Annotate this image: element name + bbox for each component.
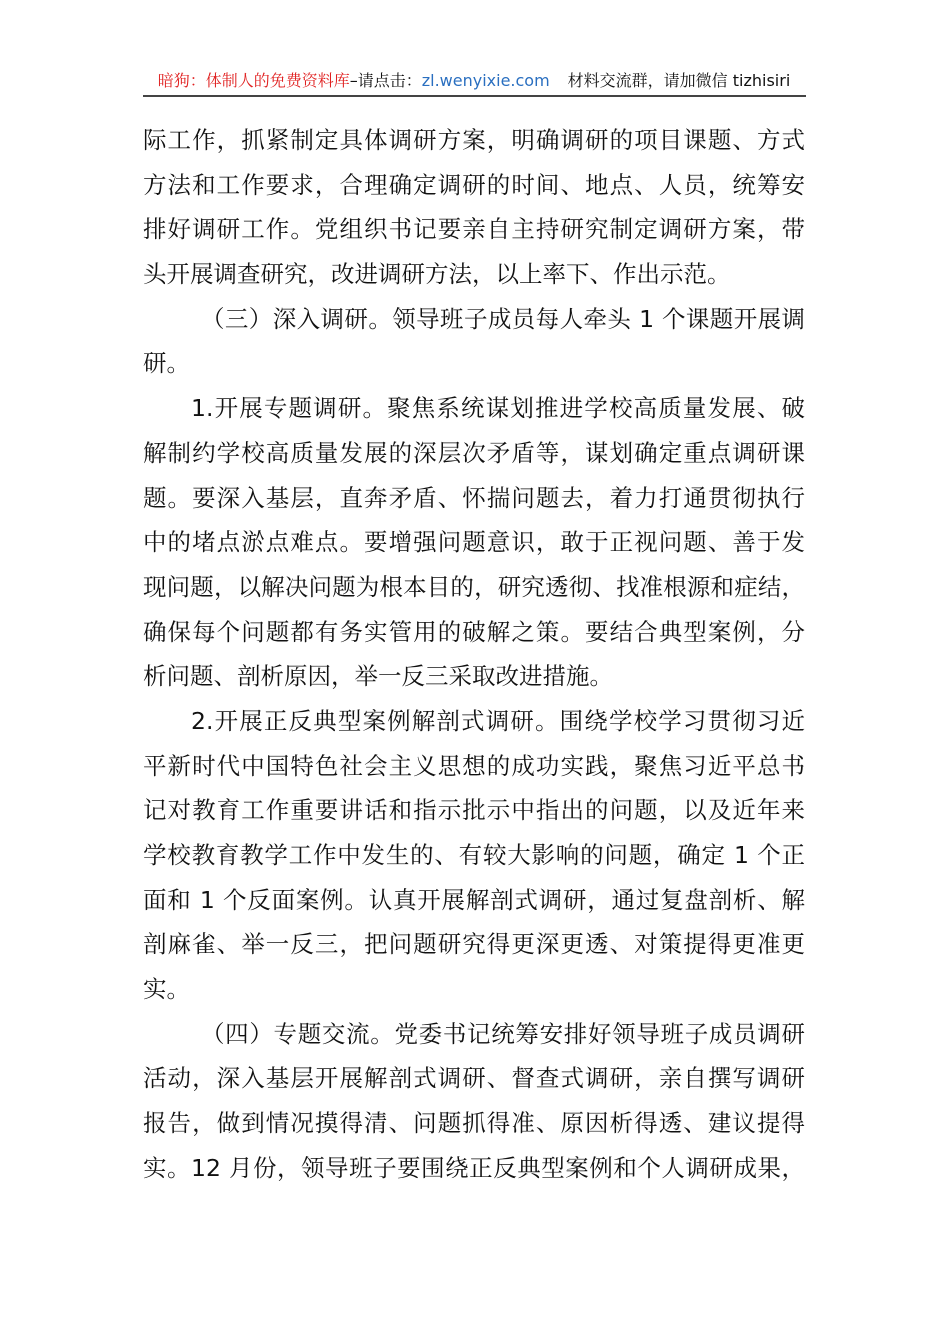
- header-link[interactable]: zl.wenyixie.com: [421, 71, 550, 90]
- text-line: 实。12 月份，领导班子要围绕正反典型案例和个人调研成果，: [143, 1153, 805, 1182]
- text-line: 面和 1 个反面案例。认真开展解剖式调研，通过复盘剖析、解: [143, 885, 805, 914]
- text-line: 活动，深入基层开展解剖式调研、督查式调研，亲自撰写调研: [143, 1064, 805, 1093]
- text-line: 头开展调查研究，改进调研方法，以上率下、作出示范。: [143, 260, 731, 289]
- text-line: 确保每个问题都有务实管用的破解之策。要结合典型案例，分: [143, 617, 805, 646]
- header-divider: [143, 95, 806, 97]
- text-line: 解制约学校高质量发展的深层次矛盾等，谋划确定重点调研课: [143, 438, 805, 467]
- header-prompt: –请点击：: [349, 71, 422, 90]
- text-line: 实。: [143, 975, 190, 1004]
- subsection-heading-line: 2.开展正反典型案例解剖式调研。围绕学校学习贯彻习近: [191, 706, 805, 735]
- text-line: 析问题、剖析原因，举一反三采取改进措施。: [143, 662, 613, 691]
- text-line: 剖麻雀、举一反三，把问题研究得更深更透、对策提得更准更: [143, 930, 805, 959]
- text-line: 学校教育教学工作中发生的、有较大影响的问题，确定 1 个正: [143, 841, 805, 869]
- page-header: [143, 68, 805, 94]
- text-line: 现问题，以解决问题为根本目的，研究透彻、找准根源和症结，: [143, 572, 805, 601]
- text-line: 题。要深入基层，直奔矛盾、怀揣问题去，着力打通贯彻执行: [143, 483, 805, 512]
- text-line: 平新时代中国特色社会主义思想的成功实践，聚焦习近平总书: [143, 751, 805, 780]
- text-line: 报告，做到情况摸得清、问题抓得准、原因析得透、建议提得: [143, 1109, 805, 1138]
- header-brand: 暗狗：体制人的免费资料库: [157, 71, 350, 90]
- text-line: 方法和工作要求，合理确定调研的时间、地点、人员，统筹安: [143, 170, 805, 199]
- text-line: 中的堵点淤点难点。要增强问题意识，敢于正视问题、善于发: [143, 528, 805, 557]
- text-line: 研。: [143, 349, 190, 378]
- section-heading-line: （三）深入调研。领导班子成员每人牵头 1 个课题开展调: [201, 304, 805, 333]
- header-contact: 材料交流群，请加微信 tizhisiri: [567, 71, 791, 90]
- document-body: [143, 118, 805, 1191]
- text-line: 排好调研工作。党组织书记要亲自主持研究制定调研方案，带: [143, 215, 805, 244]
- section-heading-line: （四）专题交流。党委书记统筹安排好领导班子成员调研: [201, 1019, 805, 1048]
- subsection-heading-line: 1.开展专题调研。聚焦系统谋划推进学校高质量发展、破: [191, 394, 805, 423]
- text-line: 际工作，抓紧制定具体调研方案，明确调研的项目课题、方式: [143, 126, 805, 154]
- text-line: 记对教育工作重要讲话和指示批示中指出的问题，以及近年来: [143, 796, 805, 825]
